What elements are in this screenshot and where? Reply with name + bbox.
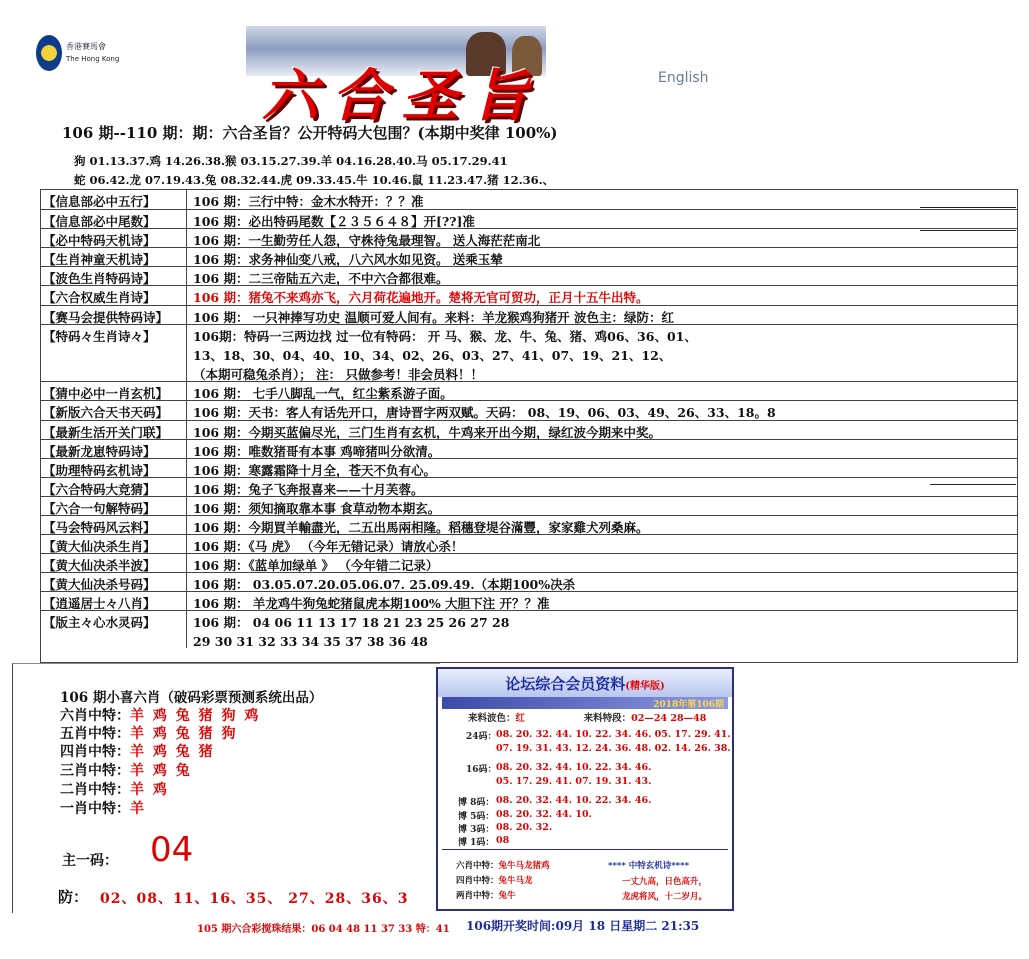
prediction-row — [60, 779, 169, 799]
prediction-value: 羊 鸡 兔 — [130, 763, 192, 779]
card-group-label: 博 1码： — [458, 838, 495, 848]
main-number-value: 04 — [150, 830, 194, 870]
card-group-label: 24码： — [466, 732, 497, 742]
row-label: 【六合特码大竞猜】 — [41, 478, 187, 496]
headline: 106 期--110 期：期：六合圣旨？公开特码大包围？(本期中奖律 100%) — [62, 124, 558, 142]
prediction-label: 六肖中特： — [60, 708, 130, 724]
card-group-label: 博 8码： — [458, 798, 495, 808]
table-row — [41, 458, 1017, 477]
card-group-numbers: 08. 20. 32. 44. 10. 22. 34. 46. 05. 17. 29. 41. — [496, 729, 731, 740]
row-content-line: 106 期：一生勤劳任人怨，守株待兔最理智。 送人海茫茫南北 — [193, 233, 541, 247]
prediction-row — [60, 760, 192, 780]
table-row — [41, 381, 1017, 400]
row-content-line: 106 期：求务神仙变八戒，八六风水如见资。 送乘玉辇 — [193, 252, 503, 266]
prediction-value: 羊 鸡 — [130, 782, 169, 798]
row-content — [189, 382, 1017, 400]
table-row — [41, 190, 1017, 209]
row-content-line: 106期：特码一三两边找 过一位有特码： 开 马、猴、龙、牛、兔、猪、鸡06、36、01、 — [193, 329, 697, 344]
card-group-numbers: 07. 19. 31. 43. 12. 24. 36. 48. 02. 14. 26. 38. — [496, 743, 731, 754]
row-content-line: 106 期：必出特码尾数【２３５６４８】开[??]准 — [193, 214, 475, 228]
row-label: 【版主々心水灵码】 — [41, 611, 187, 648]
table-row — [41, 610, 1017, 648]
defense-value: 02、08、11、16、35、 27、28、36、3 — [100, 891, 409, 907]
row-content-line: 106 期： 04 06 11 13 17 18 21 23 25 26 27 28 — [193, 615, 510, 630]
card-footer-value: 兔牛马龙猪鸡 — [498, 861, 550, 871]
table-row — [41, 305, 1017, 324]
prediction-label: 四肖中特： — [60, 744, 130, 760]
row-label: 【六合一句解特码】 — [41, 497, 187, 515]
row-label: 【生肖神童天机诗】 — [41, 248, 187, 266]
table-row — [41, 420, 1017, 439]
prediction-row — [60, 798, 146, 818]
row-label: 【六合权威生肖诗】 — [41, 286, 187, 305]
card-period-bar — [442, 697, 728, 709]
row-content — [189, 210, 1017, 228]
table-row — [41, 439, 1017, 458]
row-label: 【最新龙崽特码诗】 — [41, 440, 187, 458]
table-row — [41, 266, 1017, 285]
card-poem-line: 龙虎将风，十二岁月。 — [622, 892, 708, 902]
card-footer-row — [456, 889, 516, 901]
prediction-label: 五肖中特： — [60, 726, 130, 742]
row-content-line: 106 期：今期买蓝偏尽光，三门生肖有玄机，牛鸡来开出今期，绿红波今期来中奖。 — [193, 425, 661, 439]
prediction-label: 一肖中特： — [60, 801, 130, 817]
defense-label: 防： — [58, 888, 89, 906]
row-label: 【新版六合天书天码】 — [41, 401, 187, 420]
english-link[interactable]: English — [658, 70, 709, 86]
card-info — [468, 710, 706, 724]
row-content-line: 29 30 31 32 33 34 35 37 38 36 48 — [193, 634, 428, 648]
row-content-line: 106 期：兔子飞奔报喜来——十月芙蓉。 — [193, 482, 424, 496]
table-row — [41, 553, 1017, 572]
row-content-line: 106 期：天书：客人有话先开口，唐诗晋字两双赋。天码： 08、19、06、03、49、26、33、18。8 — [193, 405, 776, 420]
table-row — [41, 209, 1017, 228]
row-label: 【逍遥居士々八肖】 — [41, 592, 187, 610]
logo-subtext: The Hong Kong — [66, 55, 120, 63]
row-label: 【马会特码风云料】 — [41, 516, 187, 534]
row-label: 【必中特码天机诗】 — [41, 229, 187, 247]
prediction-title: 106 期小喜六肖（破码彩票预测系统出品） — [60, 690, 323, 706]
row-content — [189, 267, 1017, 285]
row-label: 【波色生肖特码诗】 — [41, 267, 187, 285]
row-label: 【特码々生肖诗々】 — [41, 325, 187, 381]
prediction-value: 羊 鸡 兔 猪 狗 鸡 — [130, 708, 261, 724]
card-edition: (精华版) — [625, 681, 665, 692]
row-label: 【猜中必中一肖玄机】 — [41, 382, 187, 400]
row-content-line: 106 期： 七手八脚乱一气，红尘紫系游子面。 — [193, 386, 453, 400]
row-content — [189, 229, 1017, 247]
logo-text: 香港賽馬會 — [66, 42, 106, 51]
row-content — [189, 611, 1017, 648]
row-content — [189, 554, 1017, 572]
row-content-line: 106 期：三行中特：金木水特开：？？准 — [193, 194, 424, 209]
row-content — [189, 325, 1017, 381]
card-poem-line: 一丈九高，日色高升， — [622, 877, 708, 887]
info-table — [40, 189, 1018, 663]
row-content — [189, 497, 1017, 515]
row-content-line: 106 期： 03.05.07.20.05.06.07. 25.09.49.（本期100%决杀 — [193, 577, 576, 591]
site-title: 六合圣旨 — [262, 63, 542, 129]
row-content-line: 106 期：《蓝单加绿单 》 （今年错二记录） — [193, 558, 439, 572]
row-content-line: 106 期：《马 虎》 （今年无错记录）请放心杀！ — [193, 539, 464, 553]
prediction-label: 二肖中特： — [60, 782, 130, 798]
card-header — [438, 669, 732, 697]
card-info-value: 红 — [515, 713, 526, 724]
row-content — [189, 592, 1017, 610]
row-content-line: 106 期：寒露霜降十月全，苍天不负有心。 — [193, 463, 436, 477]
card-footer-row — [456, 874, 533, 886]
zodiac-line: 狗 01.13.37.鸡 14.26.38.猴 03.15.27.39.羊 04.16.28.40.马 05.17.29.41 — [74, 154, 508, 168]
row-content — [189, 459, 1017, 477]
table-row — [41, 477, 1017, 496]
card-title: 论坛综合会员资料 — [505, 675, 626, 693]
prediction-row — [60, 723, 238, 743]
row-content — [189, 573, 1017, 591]
row-label: 【信息部必中尾数】 — [41, 210, 187, 228]
card-group-numbers: 05. 17. 29. 41. 07. 19. 31. 43. — [496, 776, 652, 787]
card-poem-title: **** 中特玄机诗**** — [608, 861, 690, 871]
row-label: 【最新生活开关门联】 — [41, 421, 187, 439]
prediction-value: 羊 — [130, 801, 146, 817]
row-content-line: 106 期： 一只神捧写功史 温顺可爱人间有。来料：羊龙猴鸡狗猪开 波色主：绿防：红 — [193, 310, 675, 324]
row-content-line: （本期可稳兔杀肖）； 注： 只做参考！非会员料！！ — [193, 367, 483, 381]
row-label: 【黄大仙决杀半波】 — [41, 554, 187, 572]
card-group-numbers: 08 — [496, 835, 510, 846]
row-content — [189, 306, 1017, 324]
row-label: 【信息部必中五行】 — [41, 190, 187, 209]
row-content — [189, 478, 1017, 496]
table-row — [41, 228, 1017, 247]
table-row — [41, 400, 1017, 420]
card-footer-value: 兔牛 — [498, 891, 516, 901]
prediction-value: 羊 鸡 兔 猪 狗 — [130, 726, 238, 742]
row-content-line: 106 期：须知摘取靠本事 食草动物本期玄。 — [193, 501, 441, 515]
prediction-value: 羊 鸡 兔 猪 — [130, 744, 215, 760]
main-number-label: 主一码： — [62, 853, 118, 869]
row-content-line: 106 期：二三帝陆五六走，不中六合都很难。 — [193, 271, 449, 285]
prediction-row — [60, 741, 215, 761]
card-footer-label: 六肖中特： — [456, 861, 499, 871]
next-draw-time: 106期开奖时间:09月 18 日星期二 21:35 — [466, 919, 700, 933]
hkjc-logo — [36, 35, 120, 75]
prediction-label: 三肖中特： — [60, 763, 130, 779]
table-row — [41, 324, 1017, 381]
row-content — [189, 401, 1017, 420]
card-footer-row — [456, 859, 550, 871]
card-info-label: 来料特段： — [583, 713, 632, 724]
table-row — [41, 534, 1017, 553]
row-label: 【赛马会提供特码诗】 — [41, 306, 187, 324]
table-row — [41, 496, 1017, 515]
row-content — [189, 286, 1017, 305]
card-group-numbers: 08. 20. 32. — [496, 822, 553, 833]
table-row — [41, 247, 1017, 266]
table-row — [41, 591, 1017, 610]
card-group-numbers: 08. 20. 32. 44. 10. 22. 34. 46. — [496, 795, 652, 806]
table-row — [41, 285, 1017, 305]
table-row — [41, 515, 1017, 534]
member-info-card — [436, 667, 734, 911]
card-group-label: 博 3码： — [458, 825, 495, 835]
row-content — [189, 440, 1017, 458]
row-label: 【黄大仙决杀生肖】 — [41, 535, 187, 553]
last-draw-result: 105 期六合彩搅珠结果：06 04 48 11 37 33 特：41 — [197, 924, 450, 935]
card-group-label: 博 5码： — [458, 812, 495, 822]
row-label: 【助理特码玄机诗】 — [41, 459, 187, 477]
row-content-line: 106 期：唯数猪哥有本事 鸡啼猪叫分欲清。 — [193, 444, 441, 458]
prediction-row — [60, 705, 260, 725]
zodiac-line: 蛇 06.42.龙 07.19.43.兔 08.32.44.虎 09.33.45.牛 10.46.鼠 11.23.47.猪 12.36.、 — [74, 173, 555, 187]
card-footer-value: 兔牛马龙 — [498, 876, 533, 886]
row-content-line: 13、18、30、04、40、10、34、02、26、03、27、41、07、19、21、12、 — [193, 348, 672, 363]
row-content — [189, 190, 1017, 209]
card-period: 2018年第106期 — [653, 700, 724, 710]
row-content-line: 106 期： 羊龙鸡牛狗兔蛇猪鼠虎本期100% 大胆下注 开？？准 — [193, 596, 550, 610]
row-content — [189, 516, 1017, 534]
row-content — [189, 535, 1017, 553]
row-content-line: 106 期：猪兔不来鸡亦飞，六月荷花遍地开。楚将无官可贸功，正月十五牛出特。 — [193, 290, 649, 305]
card-group-numbers: 08. 20. 32. 44. 10. — [496, 809, 592, 820]
card-divider — [442, 849, 728, 850]
card-footer-label: 两肖中特： — [456, 891, 499, 901]
card-group-numbers: 08. 20. 32. 44. 10. 22. 34. 46. — [496, 762, 652, 773]
card-info-label: 来料波色： — [468, 713, 516, 724]
hkjc-emblem-icon — [36, 35, 62, 71]
row-content-line: 106 期：今期買羊輸盡光，二五出馬兩相隆。稻穗登堤谷滿豐，家家雞犬列桑麻。 — [193, 520, 649, 534]
row-content — [189, 248, 1017, 266]
card-info-value: 02—24 28—48 — [631, 713, 707, 724]
table-row — [41, 572, 1017, 591]
card-group-label: 16码： — [466, 765, 497, 775]
row-content — [189, 421, 1017, 439]
card-footer-label: 四肖中特： — [456, 876, 499, 886]
row-label: 【黄大仙决杀号码】 — [41, 573, 187, 591]
